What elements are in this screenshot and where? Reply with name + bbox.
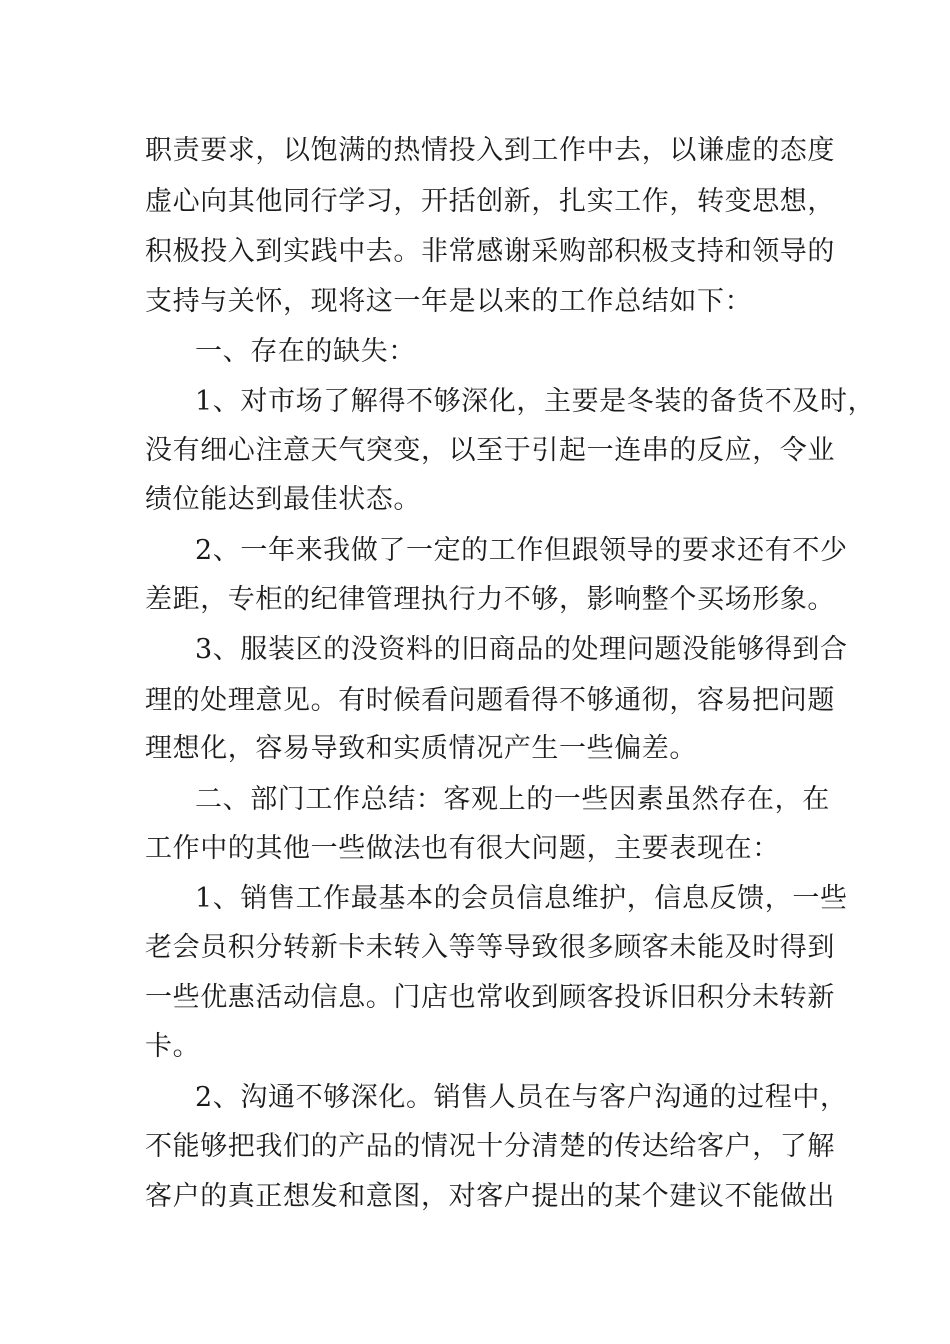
text-line: 理的处理意见。有时候看问题看得不够通彻，容易把问题 (145, 685, 835, 716)
text-line: 绩位能达到最佳状态。 (145, 484, 421, 515)
text-line: 老会员积分转新卡未转入等等导致很多顾客未能及时得到 (145, 932, 835, 963)
text-line: 差距，专柜的纪律管理执行力不够，影响整个买场形象。 (145, 584, 835, 615)
text-line: 卡。 (145, 1031, 201, 1062)
text-line: 虚心向其他同行学习，开括创新，扎实工作，转变思想， (145, 186, 835, 217)
text-line: 1、销售工作最基本的会员信息维护，信息反馈，一些 (195, 883, 848, 914)
text-line: 一些优惠活动信息。门店也常收到顾客投诉旧积分未转新 (145, 982, 835, 1013)
text-line: 积极投入到实践中去。非常感谢采购部积极支持和领导的 (145, 236, 835, 267)
text-line: 没有细心注意天气突变，以至于引起一连串的反应，令业 (145, 435, 835, 466)
text-line: 理想化，容易导致和实质情况产生一些偏差。 (145, 733, 697, 764)
text-line: 支持与关怀，现将这一年是以来的工作总结如下： (145, 286, 753, 317)
section-heading: 二、部门工作总结：客观上的一些因素虽然存在，在 (195, 784, 830, 815)
text-line: 客户的真正想发和意图，对客户提出的某个建议不能做出 (145, 1181, 835, 1212)
text-line: 工作中的其他一些做法也有很大问题，主要表现在： (145, 833, 780, 864)
text-line: 2、一年来我做了一定的工作但跟领导的要求还有不少 (195, 535, 848, 566)
text-line: 职责要求，以饱满的热情投入到工作中去，以谦虚的态度 (145, 135, 835, 166)
text-line: 3、服装区的没资料的旧商品的处理问题没能够得到合 (195, 634, 848, 665)
text-line: 2、沟通不够深化。销售人员在与客户沟通的过程中， (195, 1082, 848, 1113)
text-line: 1、对市场了解得不够深化，主要是冬装的备货不及时， (195, 386, 876, 417)
text-line: 不能够把我们的产品的情况十分清楚的传达给客户，了解 (145, 1131, 835, 1162)
section-heading: 一、存在的缺失： (195, 336, 416, 367)
